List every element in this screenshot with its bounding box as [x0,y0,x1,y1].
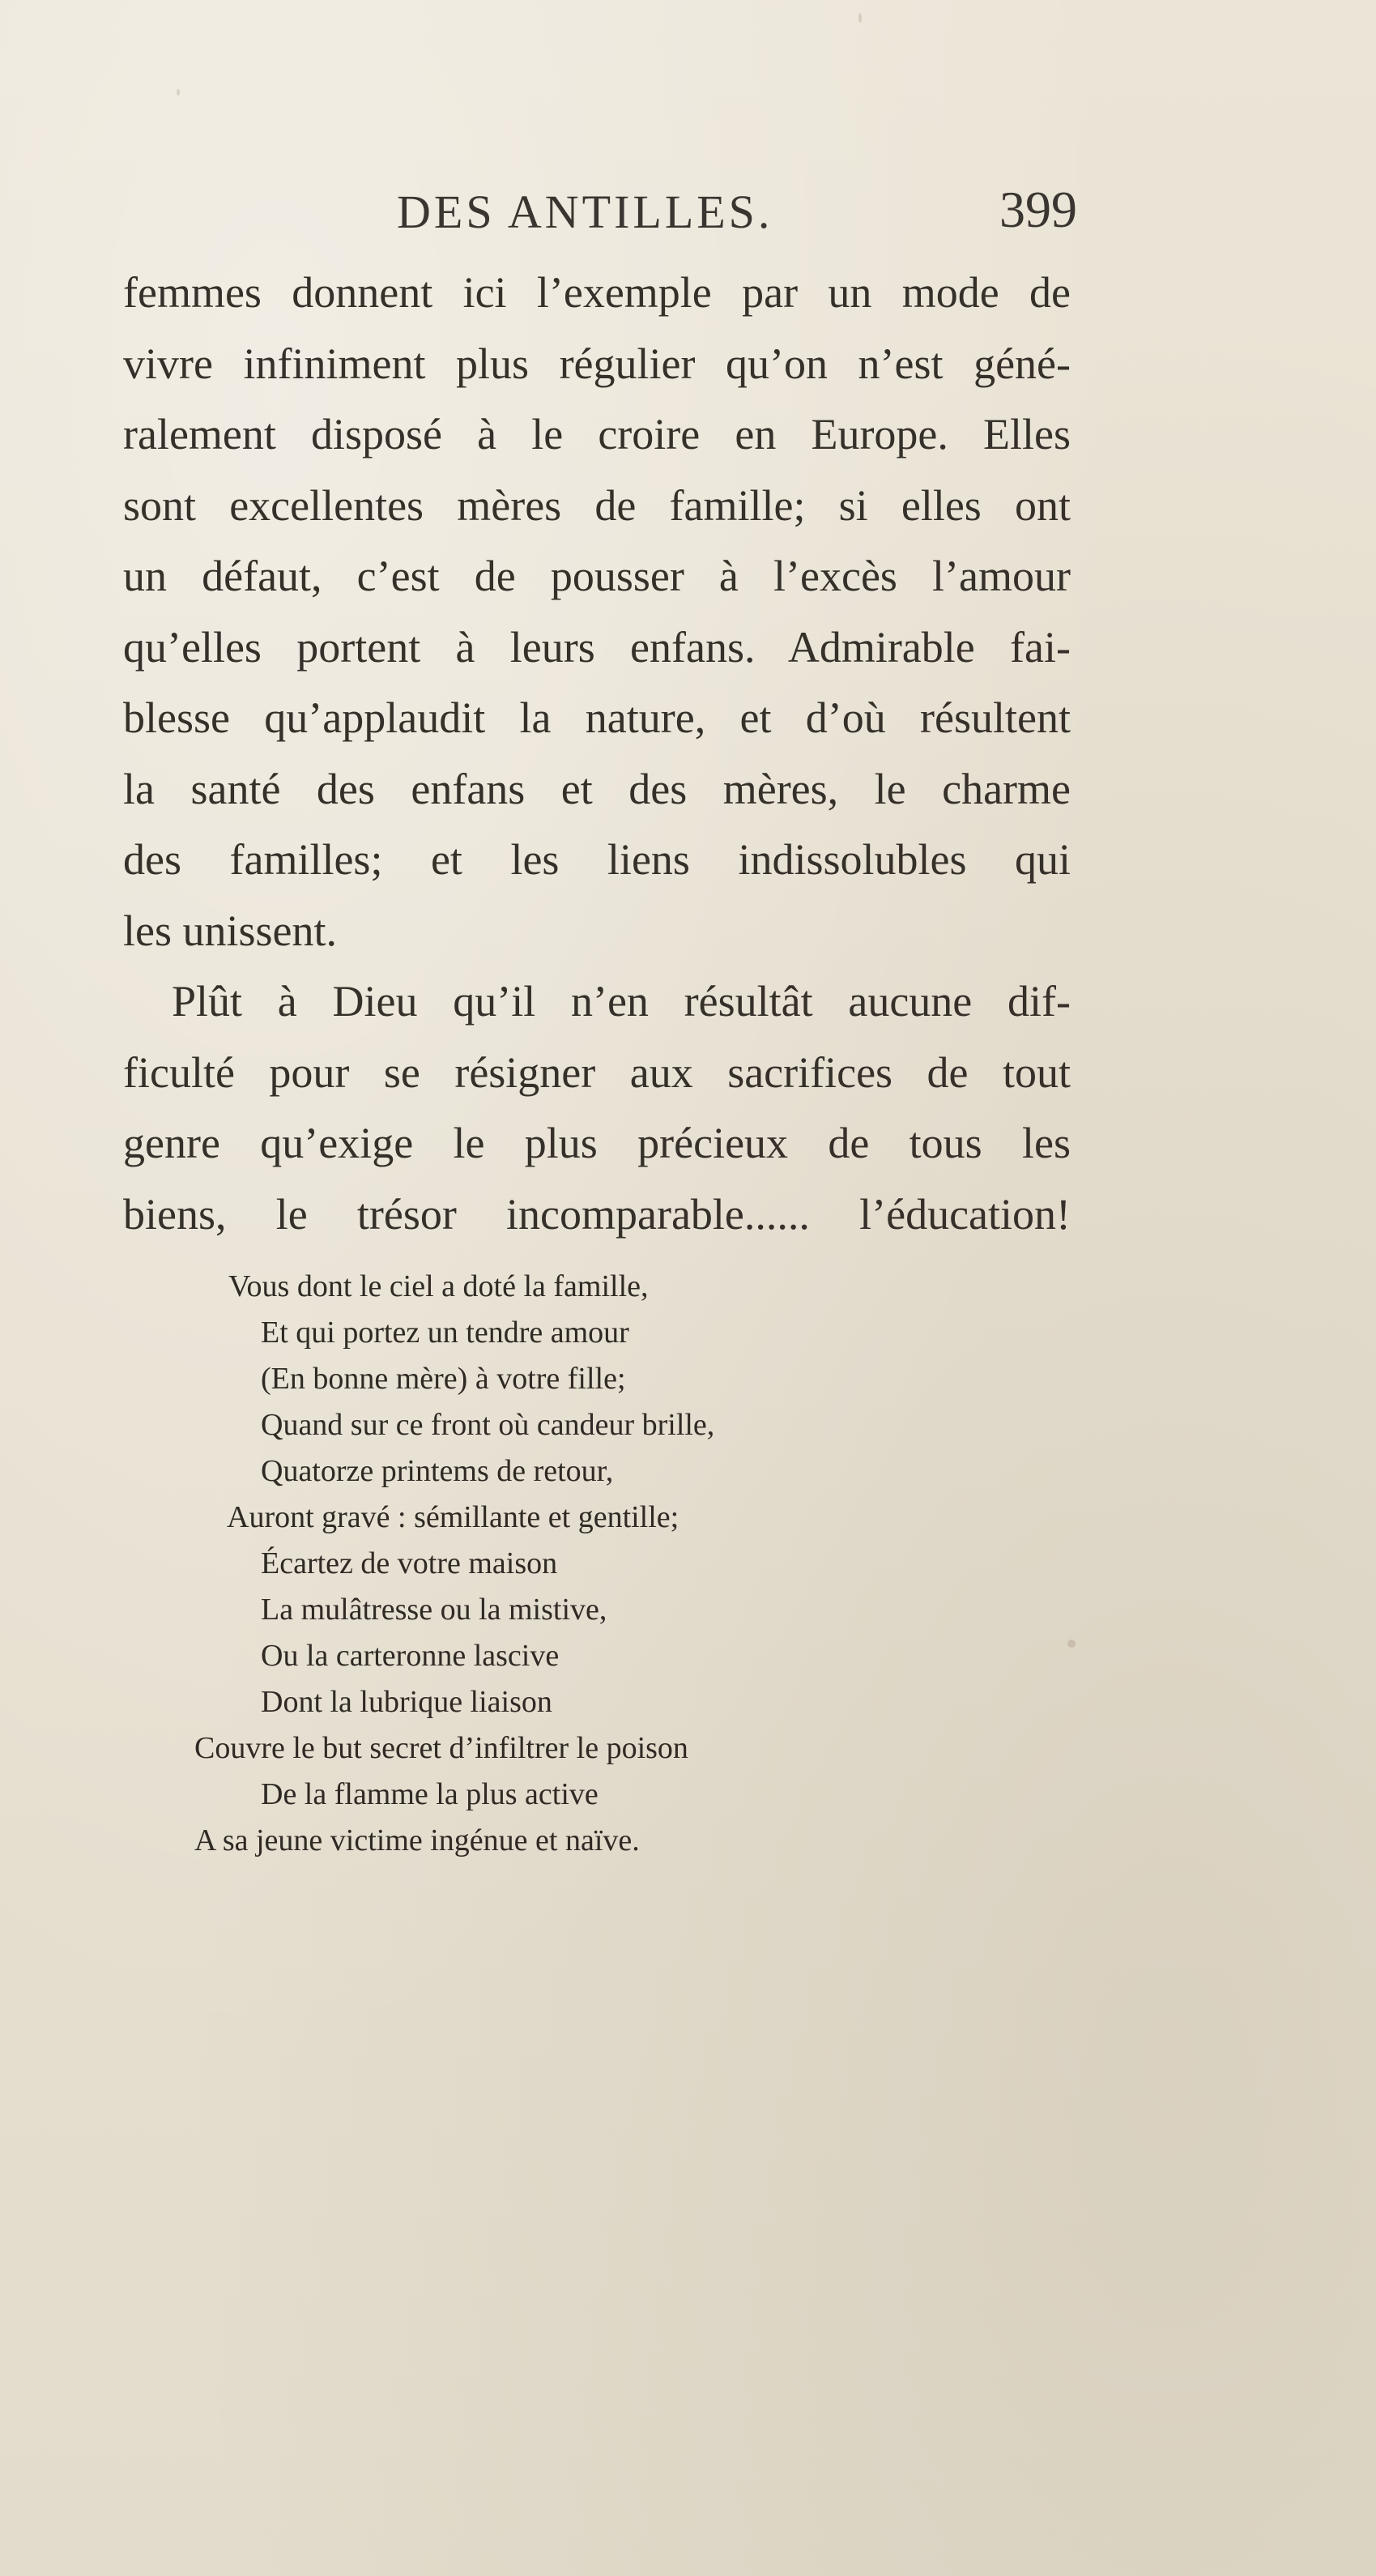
verse-line: Quand sur ce front où candeur brille, [261,1408,715,1442]
prose-line: qu’elles portent à leurs enfans. Admirable fai- [123,622,1071,672]
prose-line: vivre infiniment plus régulier qu’on n’est géné- [123,339,1071,388]
prose-line: sont excellentes mères de famille; si elles ont [123,480,1071,530]
verse-line: Quatorze printems de retour, [261,1454,614,1488]
verse-line: (En bonne mère) à votre fille; [261,1362,626,1396]
prose-block [123,258,1071,1250]
prose-line: biens, le trésor incomparable...... l’éducation! [123,1189,1071,1239]
prose-line: genre qu’exige le plus précieux de tous les [123,1119,1071,1167]
prose-line: blesse qu’applaudit la nature, et d’où résultent [123,693,1071,742]
prose-line: ficulté pour se résigner aux sacrifices de tout [123,1047,1071,1097]
verse-block [123,1264,1071,1864]
page-header [121,181,1077,249]
running-head: DES ANTILLES. [397,186,773,238]
prose-line: des familles; et les liens indissolubles qui [123,835,1071,884]
verse-line: De la flamme la plus active [261,1777,599,1811]
verse-line: Auront gravé : sémillante et gentille; [227,1500,679,1534]
page-number: 399 [999,181,1077,238]
prose-line: la santé des enfans et des mères, le charme [123,764,1071,813]
verse-line: Vous dont le ciel a doté la famille, [228,1269,649,1303]
prose-line: un défaut, c’est de pousser à l’excès l’amour [123,552,1071,600]
verse-line: Écartez de votre maison [261,1546,558,1580]
prose-line: Plût à Dieu qu’il n’en résultât aucune dif- [172,977,1071,1026]
prose-line: ralement disposé à le croire en Europe. Elles [123,410,1071,458]
verse-line: A sa jeune victime ingénue et naïve. [194,1823,640,1857]
paper-speck [177,89,180,96]
verse-line: La mulâtresse ou la mistive, [261,1593,607,1627]
verse-line: Couvre le but secret d’infiltrer le poison [194,1731,688,1765]
verse-line: Dont la lubrique liaison [261,1685,552,1719]
verse-line: Ou la carteronne lascive [261,1639,560,1673]
verse-line: Et qui portez un tendre amour [261,1316,629,1350]
paper-speck [858,13,862,23]
prose-line: femmes donnent ici l’exemple par un mode de [123,268,1071,317]
prose-line: les unissent. [123,906,337,955]
